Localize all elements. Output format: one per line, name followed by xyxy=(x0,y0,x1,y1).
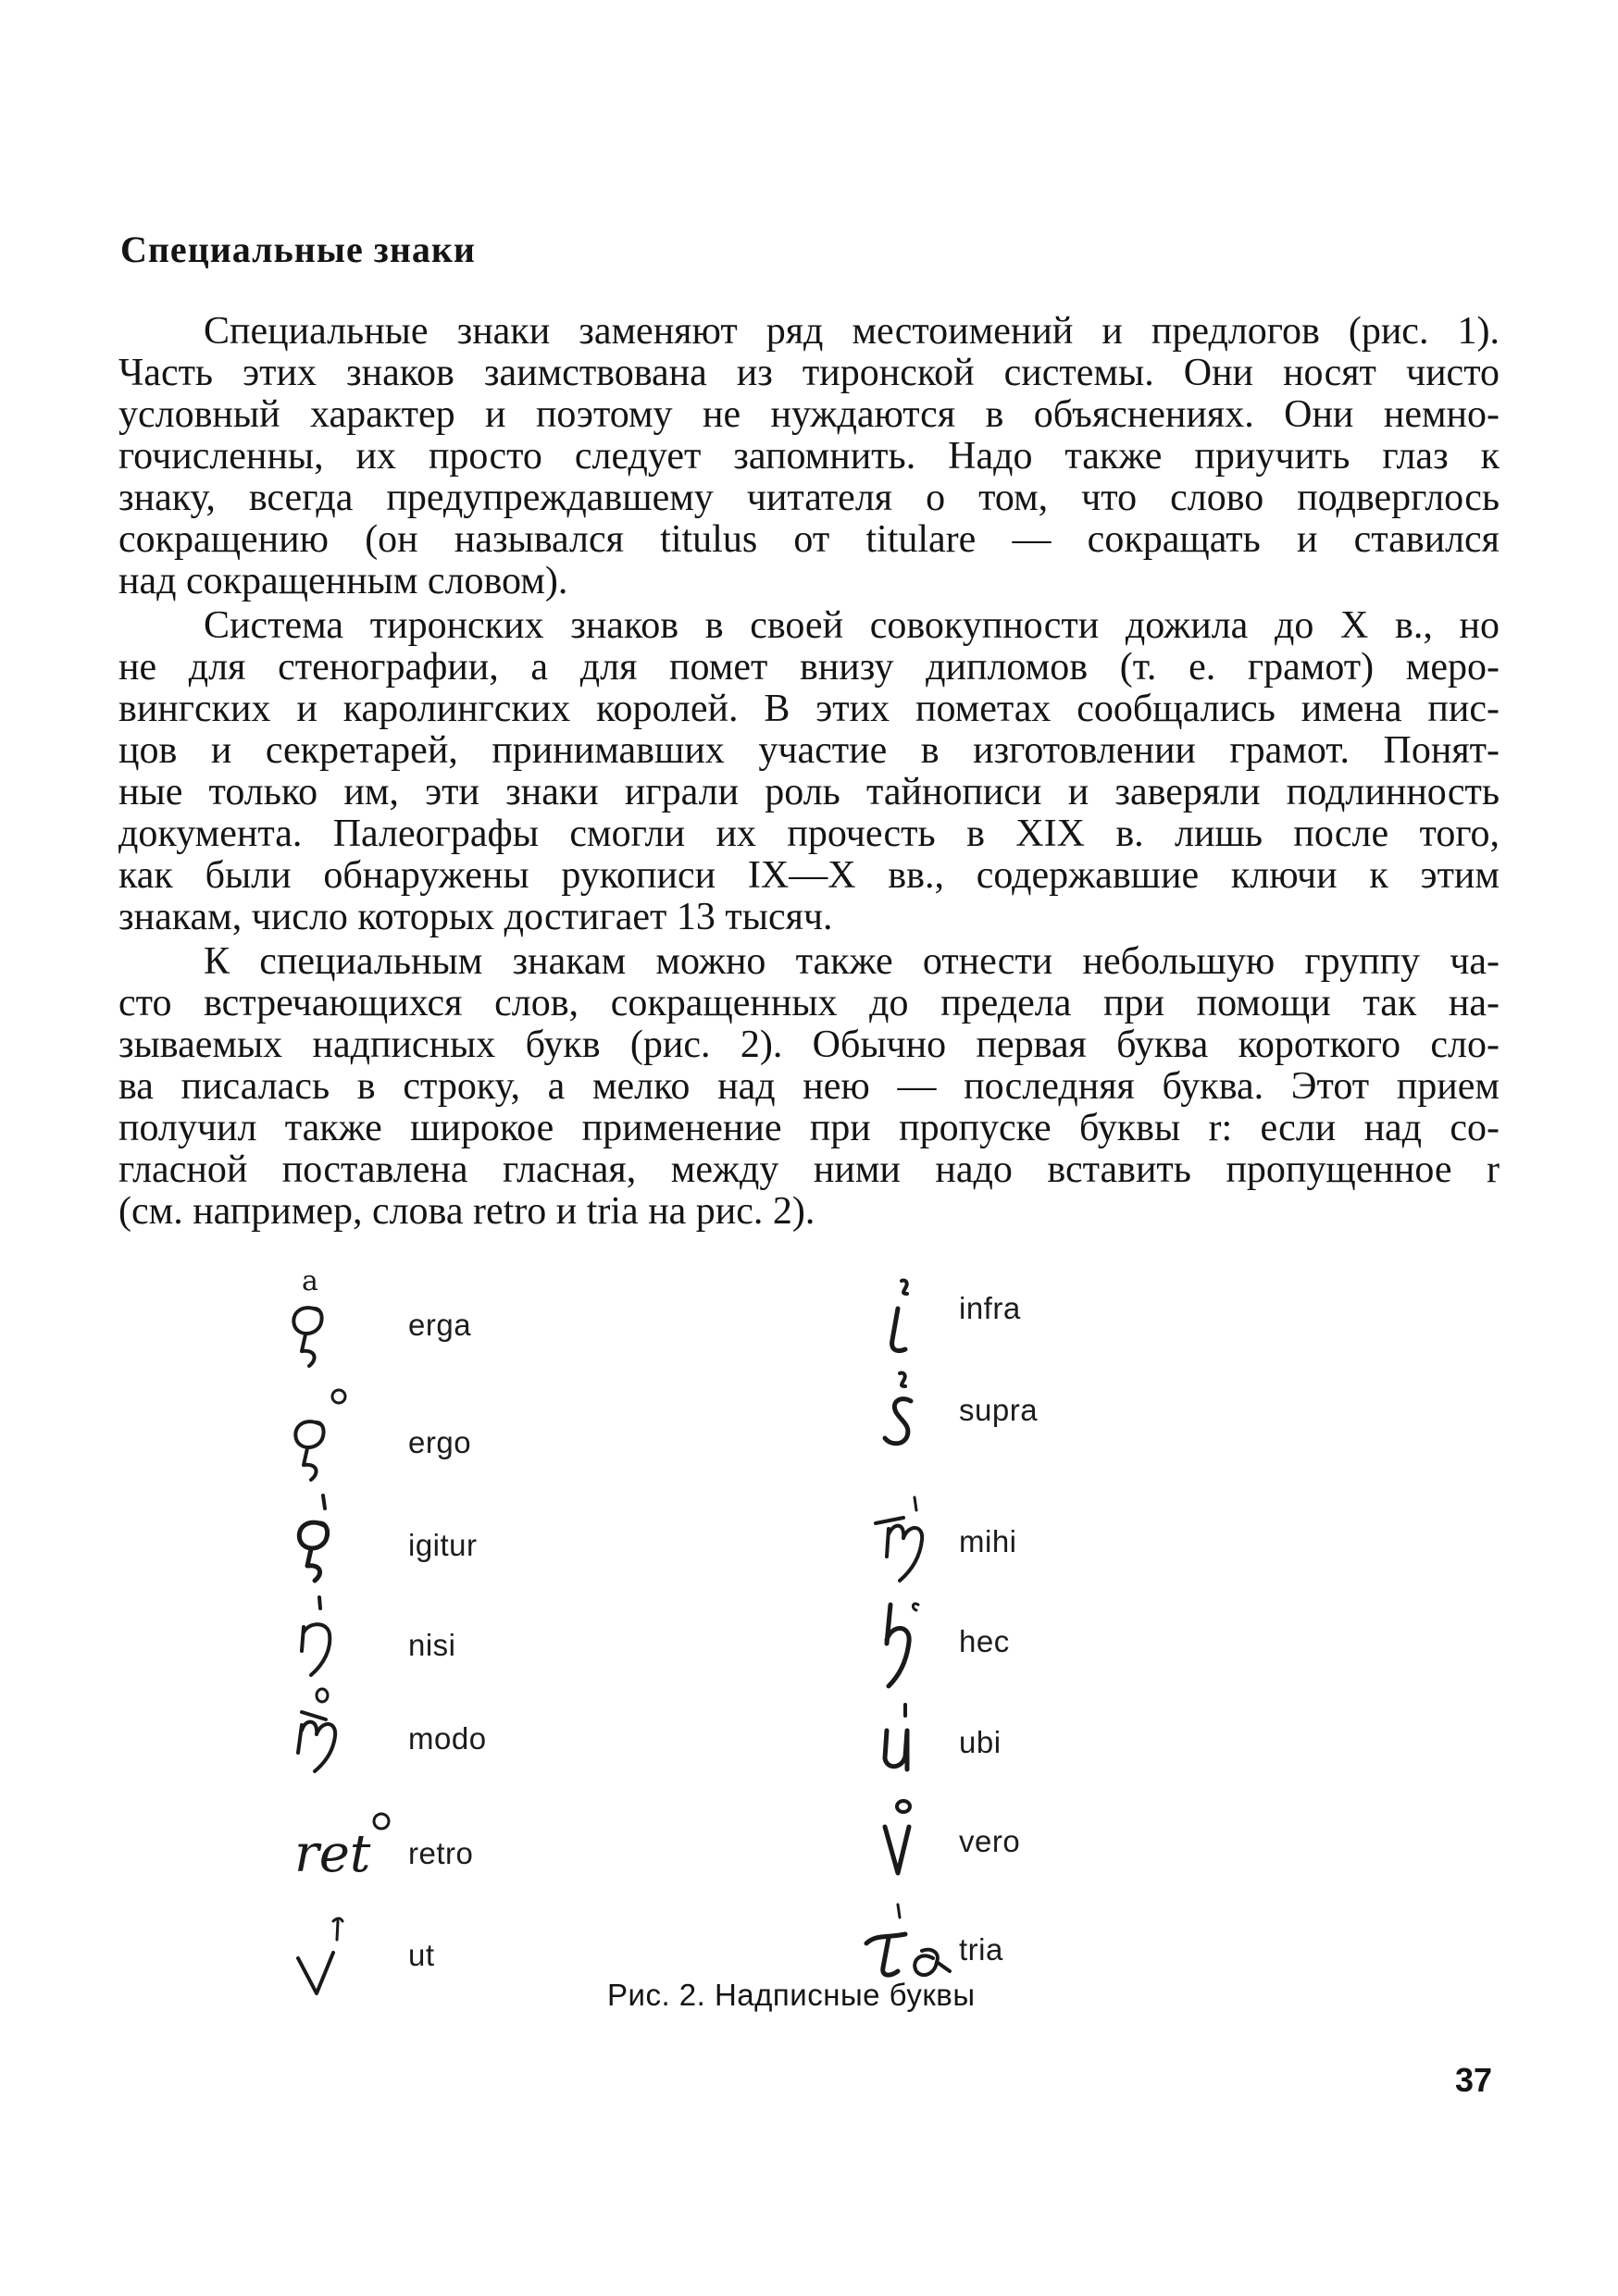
word-retro: retro xyxy=(408,1836,474,1870)
text-line: сокращению (он назывался titulus от titulare — сокращать и ставился xyxy=(118,518,1500,561)
word-modo: modo xyxy=(408,1721,487,1756)
text-line: Часть этих знаков заимствована из тиронской системы. Они носят чисто xyxy=(118,352,1500,394)
word-mihi: mihi xyxy=(959,1524,1017,1558)
text-line: ные только им, эти знаки играли роль тайнописи и заверяли подлинность xyxy=(118,771,1500,813)
abbr-retro-icon xyxy=(294,1805,405,1888)
text-line: знакам, число которых достигает 13 тысяч. xyxy=(118,896,833,938)
text-line: Специальные знаки заменяют ряд местоимений и предлогов (рис. 1). xyxy=(204,310,1500,353)
abbr-erga-icon xyxy=(278,1266,352,1368)
word-supra: supra xyxy=(959,1393,1039,1427)
text-line: гочисленны, их просто следует запомнить. Надо также приучить глаз к xyxy=(118,435,1500,478)
text-line: как были обнаружены рукописи IX—X вв., содержавшие ключи к этим xyxy=(118,854,1500,897)
text-line: сто встречающихся слов, сокращенных до предела при помощи так на- xyxy=(118,982,1500,1024)
text-line: Система тиронских знаков в своей совокупности дожила до X в., но xyxy=(204,604,1500,647)
abbr-hec-icon xyxy=(870,1584,944,1695)
abbr-infra-icon xyxy=(870,1275,935,1368)
word-vero: vero xyxy=(959,1824,1021,1858)
abbr-ut-icon xyxy=(292,1908,376,2001)
text-line: ва писалась в строку, а мелко над нею — последняя буква. Этот прием xyxy=(118,1065,1500,1108)
text-line: К специальным знакам можно также отнести небольшую группу ча- xyxy=(204,940,1500,983)
abbr-tria-icon xyxy=(861,1897,963,1990)
text-line: не для стенографии, а для помет внизу дипломов (т. е. грамот) меро- xyxy=(118,646,1500,689)
text-line: над сокращенным словом). xyxy=(118,560,568,602)
svg-text:ret: ret xyxy=(294,1824,371,1884)
text-line: получил также широкое применение при пропуске буквы r: если над со- xyxy=(118,1107,1500,1149)
text-line: (см. например, слова retro и tria на рис. 2). xyxy=(118,1190,815,1233)
abbr-igitur-icon xyxy=(278,1484,352,1586)
svg-text:a: a xyxy=(302,1265,318,1297)
word-ut: ut xyxy=(408,1938,435,1972)
page-number: 37 xyxy=(1455,2061,1493,2099)
word-erga: erga xyxy=(408,1308,472,1342)
word-hec: hec xyxy=(959,1624,1010,1658)
text-line: зываемых надписных букв (рис. 2). Обычно первая буква короткого сло- xyxy=(118,1024,1500,1066)
abbr-ergo-icon xyxy=(278,1384,361,1485)
text-line: цов и секретарей, принимавших участие в изготовлении грамот. Понят- xyxy=(118,729,1500,772)
word-nisi: nisi xyxy=(408,1628,456,1662)
word-igitur: igitur xyxy=(408,1528,478,1562)
abbr-nisi-icon xyxy=(278,1590,352,1682)
abbr-modo-icon xyxy=(278,1682,361,1775)
section-heading: Специальные знаки xyxy=(120,229,476,270)
figure-caption: Рис. 2. Надписные буквы xyxy=(607,1978,976,2012)
text-line: вингских и каролингских королей. В этих пометах сообщались имена пис- xyxy=(118,688,1500,730)
word-ergo: ergo xyxy=(408,1425,472,1459)
word-tria: tria xyxy=(959,1932,1003,1967)
text-line: документа. Палеографы смогли их прочесть в XIX в. лишь после того, xyxy=(118,813,1500,855)
word-ubi: ubi xyxy=(959,1725,1002,1759)
abbr-supra-icon xyxy=(870,1368,935,1460)
abbr-mihi-icon xyxy=(870,1492,953,1594)
abbr-ubi-icon xyxy=(870,1694,935,1786)
text-line: условный характер и поэтому не нуждаются в объяснениях. Они немно- xyxy=(118,393,1500,436)
text-line: гласной поставлена гласная, между ними надо вставить пропущенное r xyxy=(118,1148,1500,1191)
abbr-vero-icon xyxy=(870,1793,935,1886)
text-line: знаку, всегда предупреждавшему читателя о том, что слово подверглось xyxy=(118,477,1500,519)
word-infra: infra xyxy=(959,1291,1021,1325)
